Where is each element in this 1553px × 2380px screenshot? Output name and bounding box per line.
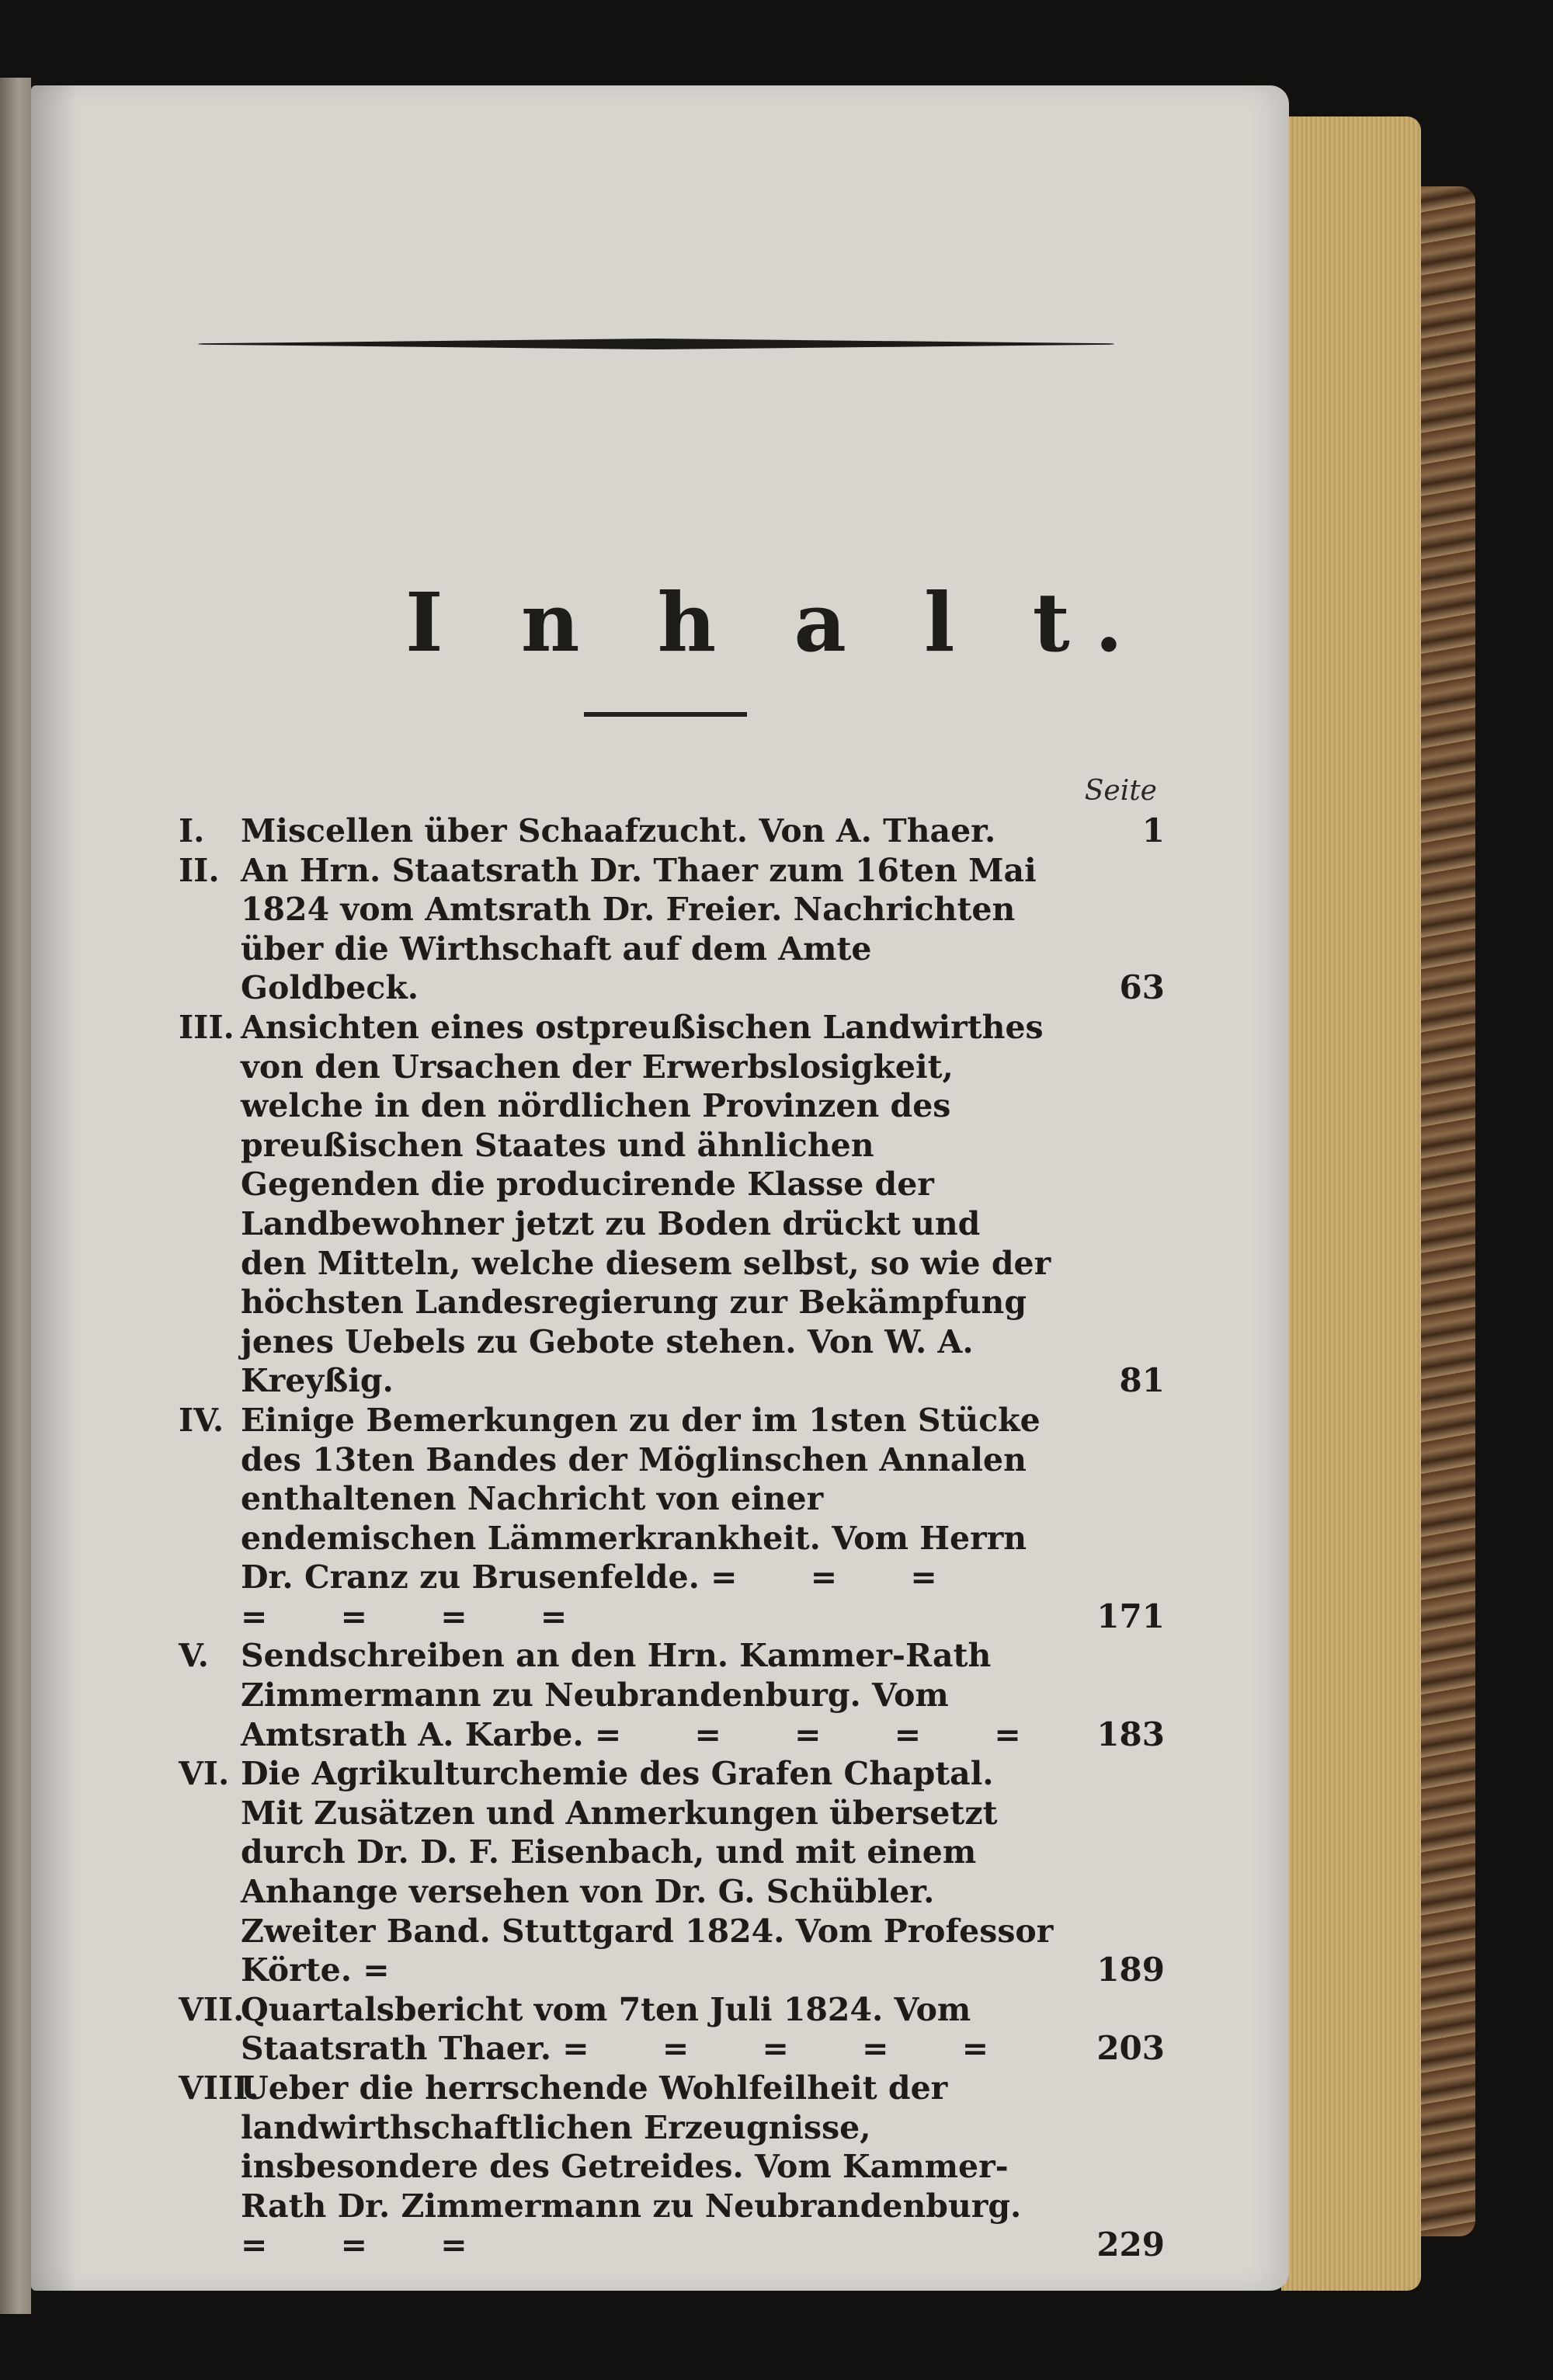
entry-number: VIII. — [179, 2069, 259, 2107]
entry-title: Ueber die herrschende Wohlfeilheit der landwirthschaftlichen Erzeugnisse, insbesondere des Getreides. Vom Kammer-Rath Dr. Zimmermann zu Neubrandenburg. = = = — [241, 2069, 1022, 2264]
entry-page: 171 — [1096, 1597, 1165, 1635]
toc-entry — [179, 1401, 1165, 1637]
title-underline — [584, 712, 747, 717]
entry-number: II. — [179, 851, 220, 889]
entry-number: IV. — [179, 1401, 224, 1439]
left-page-edge — [0, 78, 31, 2314]
toc-entry — [179, 1990, 1165, 2069]
entry-number: V. — [179, 1637, 209, 1675]
page-gutter-shadow — [31, 85, 78, 2291]
toc-entry — [179, 1008, 1165, 1401]
entry-title: Ansichten eines ostpreußischen Landwirthes von den Ursachen der Erwerbslosigkeit, welche in den nördlichen Provinzen des preußischen Staates und ähnlichen Gegenden die producirende Klasse der Landbewohner jetzt zu Boden drückt und den Mitteln, welche diesem selbst, so wie der höchsten Landesregierung zur Bekämpfung jenes Uebels zu Gebote stehen. Von W. A. Kreyßig. — [241, 1008, 1051, 1400]
toc-entry — [179, 2069, 1165, 2265]
entry-page: 81 — [1119, 1361, 1165, 1400]
entry-number: III. — [179, 1008, 235, 1046]
entry-number: I. — [179, 812, 205, 850]
entry-title: Die Agrikulturchemie des Grafen Chaptal. Mit Zusätzen und Anmerkungen übersetzt durch Dr. D. F. Eisenbach, und mit einem Anhange versehen von Dr. G. Schübler. Zweiter Band. Stuttgard 1824. Vom Professor Körte. = — [241, 1755, 1054, 1989]
entry-page: 203 — [1096, 2029, 1165, 2068]
page-stack-edge — [1281, 116, 1421, 2291]
table-of-contents — [179, 811, 1165, 2265]
page-title: I n h a l t. — [405, 575, 1148, 670]
toc-entry — [179, 851, 1165, 1008]
entry-title: Miscellen über Schaafzucht. Von A. Thaer. — [241, 812, 996, 850]
page-column-label: Seite — [1084, 775, 1157, 807]
toc-entry — [179, 1754, 1165, 1990]
entry-page: 229 — [1096, 2225, 1165, 2264]
toc-entry — [179, 1636, 1165, 1754]
entry-page: 63 — [1119, 968, 1165, 1007]
entry-title: Sendschreiben an den Hrn. Kammer-Rath Zimmermann zu Neubrandenburg. Vom Amtsrath A. Karbe. = = = = = — [241, 1637, 1052, 1753]
entry-number: VI. — [179, 1755, 230, 1793]
entry-title: Einige Bemerkungen zu der im 1sten Stücke des 13ten Bandes der Möglinschen Annalen enthaltenen Nachricht von einer endemischen Lämmerkrankheit. Vom Herrn Dr. Cranz zu Brusenfelde. = = = = = = = — [241, 1401, 1041, 1635]
toc-entry — [179, 811, 1165, 851]
entry-title: An Hrn. Staatsrath Dr. Thaer zum 16ten Mai 1824 vom Amtsrath Dr. Freier. Nachrichten über die Wirthschaft auf dem Amte Goldbeck. — [241, 851, 1037, 1007]
entry-page: 189 — [1096, 1951, 1165, 1989]
entry-page: 1 — [1141, 811, 1165, 850]
entry-title: Quartalsbericht vom 7ten Juli 1824. Vom Staatsrath Thaer. = = = = = — [241, 1990, 1020, 2068]
entry-page: 183 — [1096, 1715, 1165, 1753]
entry-number: VII. — [179, 1990, 245, 2028]
